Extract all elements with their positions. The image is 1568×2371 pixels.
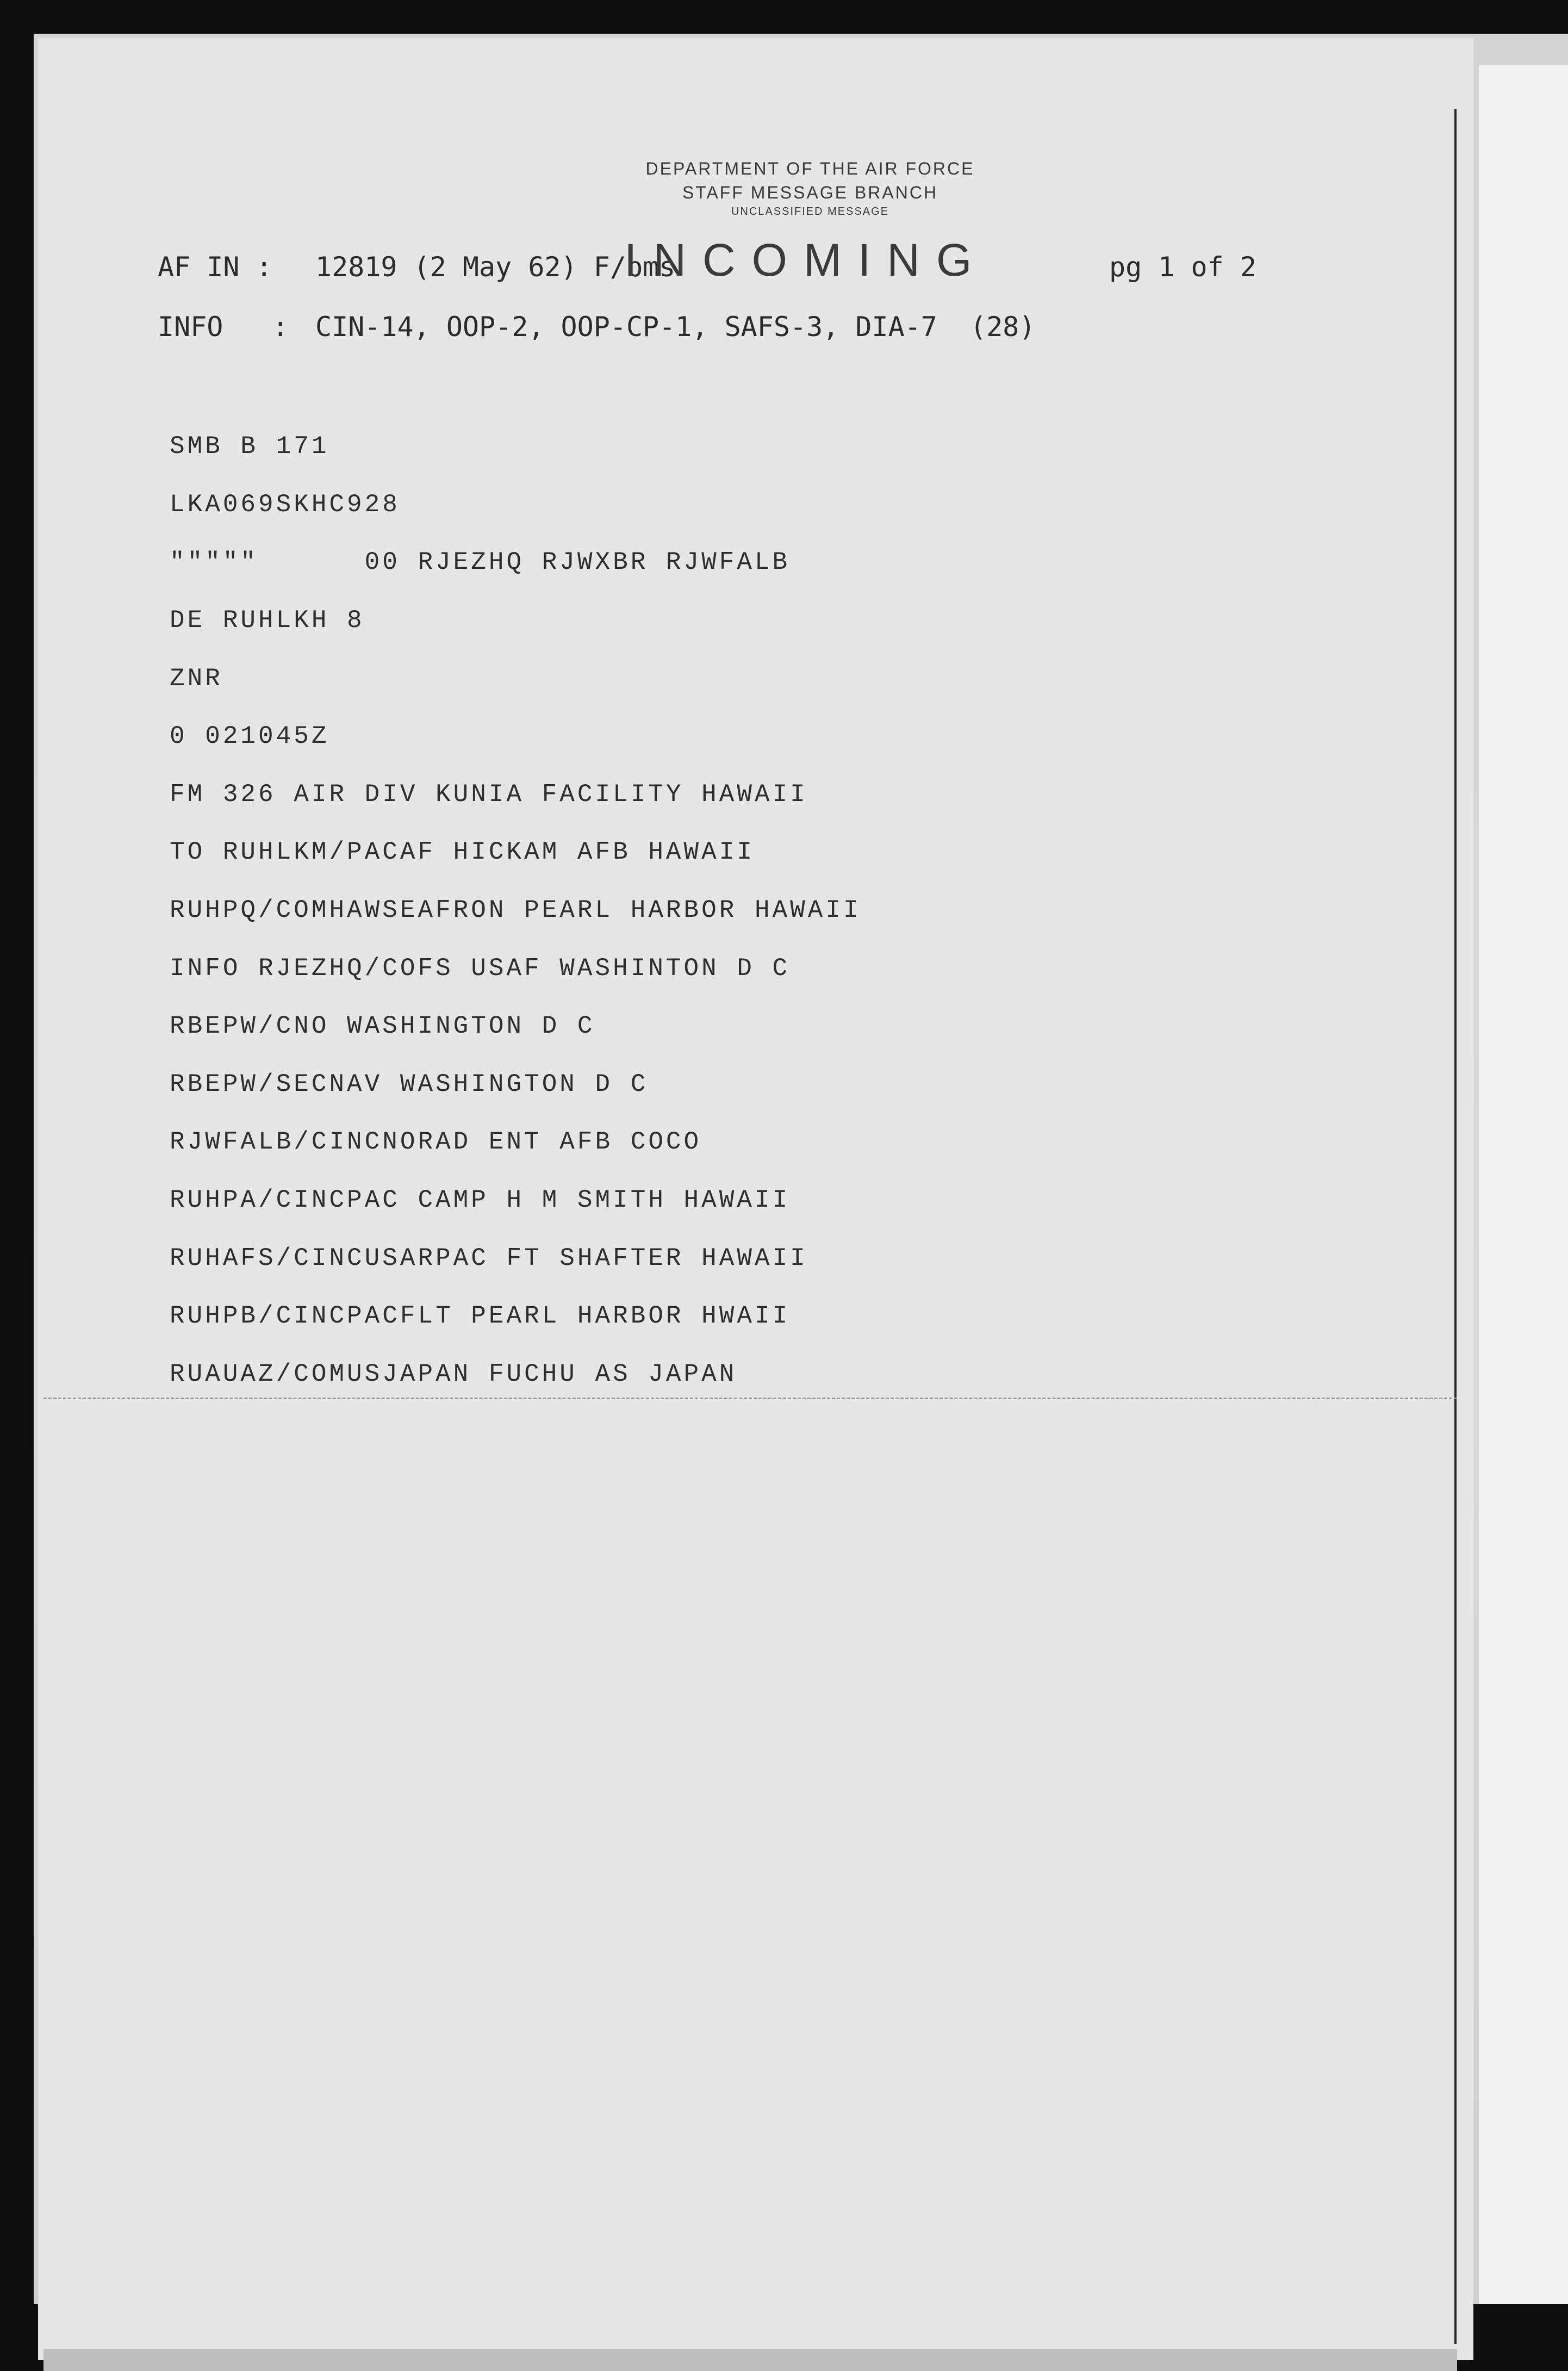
sheet-bottom-edge <box>43 2349 1457 2371</box>
message-line: RBEPW/CNO WASHINGTON D C <box>170 1012 595 1040</box>
message-line: 0 021045Z <box>170 722 329 750</box>
message-line: RUAUAZ/COMUSJAPAN FUCHU AS JAPAN <box>170 1360 737 1388</box>
info-label: INFO : <box>158 311 289 343</box>
message-line: RJWFALB/CINCNORAD ENT AFB COCO <box>170 1128 702 1156</box>
page-right-rule <box>1454 109 1457 2344</box>
message-line: DE RUHLKH 8 <box>170 606 365 635</box>
letterhead-branch: STAFF MESSAGE BRANCH <box>682 183 938 202</box>
message-line: INFO RJEZHQ/COFS USAF WASHINTON D C <box>170 954 791 983</box>
message-line: FM 326 AIR DIV KUNIA FACILITY HAWAII <box>170 780 808 809</box>
message-line: RUHPB/CINCPACFLT PEARL HARBOR HWAII <box>170 1302 791 1330</box>
dashed-separator <box>43 1398 1457 1399</box>
message-line: """"" 00 RJEZHQ RJWXBR RJWFALB <box>170 548 791 576</box>
message-line: TO RUHLKM/PACAF HICKAM AFB HAWAII <box>170 838 755 866</box>
film-right-strip <box>1479 65 1568 2304</box>
message-line: RUHPQ/COMHAWSEAFRON PEARL HARBOR HAWAII <box>170 896 861 924</box>
letterhead-classification: UNCLASSIFIED MESSAGE <box>731 206 889 218</box>
message-line: RUHAFS/CINCUSARPAC FT SHAFTER HAWAII <box>170 1244 808 1273</box>
letterhead <box>603 157 1017 219</box>
info-distribution: CIN-14, OOP-2, OOP-CP-1, SAFS-3, DIA-7 (28) <box>315 311 1036 343</box>
message-line: RBEPW/SECNAV WASHINGTON D C <box>170 1070 649 1098</box>
message-line: ZNR <box>170 665 223 693</box>
af-in-value: 12819 (2 May 62) F/bms <box>315 251 676 283</box>
message-line: LKA069SKHC928 <box>170 491 400 519</box>
af-in-label: AF IN : <box>158 251 272 283</box>
page-number: pg 1 of 2 <box>1109 251 1256 283</box>
message-line: SMB B 171 <box>170 432 329 461</box>
letterhead-department: DEPARTMENT OF THE AIR FORCE <box>645 159 975 178</box>
incoming-stamp: INCOMING <box>624 234 988 285</box>
message-line: RUHPA/CINCPAC CAMP H M SMITH HAWAII <box>170 1186 791 1214</box>
